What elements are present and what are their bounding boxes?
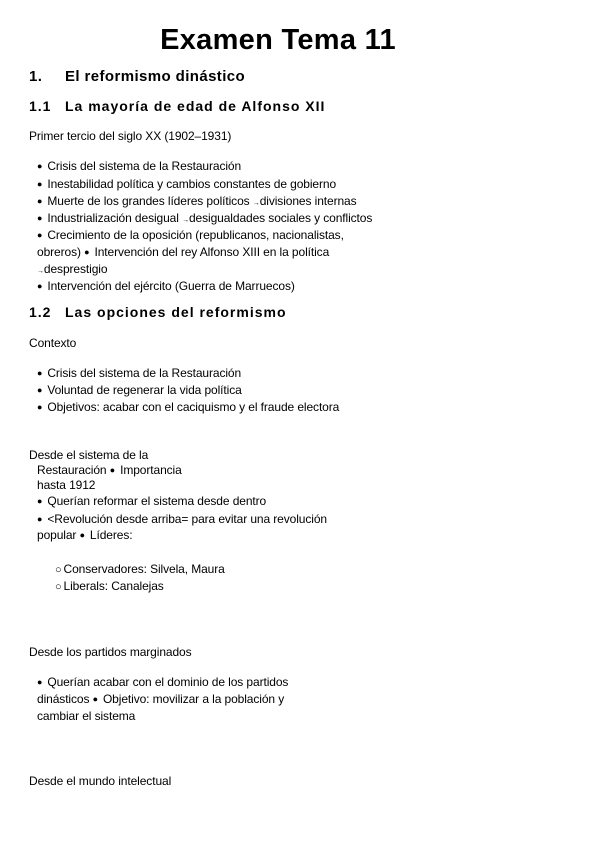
list-item: ● Querían acabar con el dominio de los partidos (37, 675, 289, 689)
bullet-icon: ● (37, 402, 43, 412)
subsection-heading: hasta 1912 (37, 478, 96, 492)
bullet-icon: ● (37, 514, 43, 524)
list-item: ● Querían reformar el sistema desde dentro (37, 494, 267, 508)
list-item: ● Inestabilidad política y cambios constantes de gobierno (37, 177, 337, 191)
circle-bullet-icon: ○ (55, 564, 62, 576)
bullet-icon: ● (92, 694, 98, 704)
section-heading-1-1 (29, 98, 325, 114)
bullet-icon: ● (84, 247, 90, 257)
section-heading-1-2 (29, 304, 287, 320)
list-item: ● Industrialización desigual →desigualdades sociales y conflictos (37, 211, 373, 225)
bullet-icon: ● (37, 161, 43, 171)
context-label: Contexto (29, 336, 77, 350)
bullet-icon: ● (37, 230, 43, 240)
bullet-icon: ● (37, 196, 43, 206)
list-item: cambiar el sistema (37, 709, 136, 723)
section-number: 1. (29, 68, 43, 85)
section-heading-1 (29, 68, 245, 85)
bullet-icon: ● (37, 179, 43, 189)
sub-list-item: ○ Conservadores: Silvela, Maura (55, 562, 225, 576)
bullet-icon: ● (37, 281, 43, 291)
list-item: ● Crisis del sistema de la Restauración (37, 366, 242, 380)
intro-text: Primer tercio del siglo XX (1902–1931) (29, 129, 232, 143)
bullet-icon: ● (37, 368, 43, 378)
list-item: ● Crecimiento de la oposición (republicanos, nacionalistas, (37, 228, 344, 242)
circle-bullet-icon: ○ (55, 581, 62, 593)
subsection-heading: Desde el sistema de la (29, 448, 149, 462)
bullet-icon: ● (37, 677, 43, 687)
list-item: ● <Revolución desde arriba= para evitar una revolución (37, 512, 327, 526)
arrow-icon: → (252, 200, 260, 207)
subsection-heading: Desde el mundo intelectual (29, 774, 172, 788)
section-number: 1.2 (29, 304, 52, 320)
bullet-icon: ● (79, 530, 85, 540)
list-item: popular ● Líderes: (37, 528, 133, 542)
section-title: Las opciones del reformismo (65, 304, 287, 320)
subsection-heading: Restauración ● Importancia (37, 463, 182, 477)
list-item: ● Crisis del sistema de la Restauración (37, 159, 242, 173)
subsection-heading: Desde los partidos marginados (29, 645, 192, 659)
list-item: ● Intervención del ejército (Guerra de Marruecos) (37, 279, 295, 293)
list-item: ● Voluntad de regenerar la vida política (37, 383, 242, 397)
sub-list-item: ○ Liberals: Canalejas (55, 579, 164, 593)
arrow-icon: → (182, 217, 189, 224)
bullet-icon: ● (109, 465, 116, 475)
list-item: →desprestigio (37, 262, 108, 276)
list-item: obreros) ● Intervención del rey Alfonso XIII en la política (37, 245, 330, 259)
document-title: Examen Tema 11 (160, 24, 396, 56)
list-item: ● Objetivos: acabar con el caciquismo y el fraude electora (37, 400, 340, 414)
bullet-icon: ● (37, 496, 43, 506)
section-number: 1.1 (29, 98, 52, 114)
list-item: ● Muerte de los grandes líderes políticos →divisiones internas (37, 194, 357, 208)
list-item: dinásticos ● Objetivo: movilizar a la población y (37, 692, 285, 706)
bullet-icon: ● (37, 213, 43, 223)
section-title: La mayoría de edad de Alfonso XII (65, 98, 326, 114)
section-title: El reformismo dinástico (65, 68, 246, 85)
arrow-icon: → (37, 268, 44, 275)
bullet-icon: ● (37, 385, 43, 395)
